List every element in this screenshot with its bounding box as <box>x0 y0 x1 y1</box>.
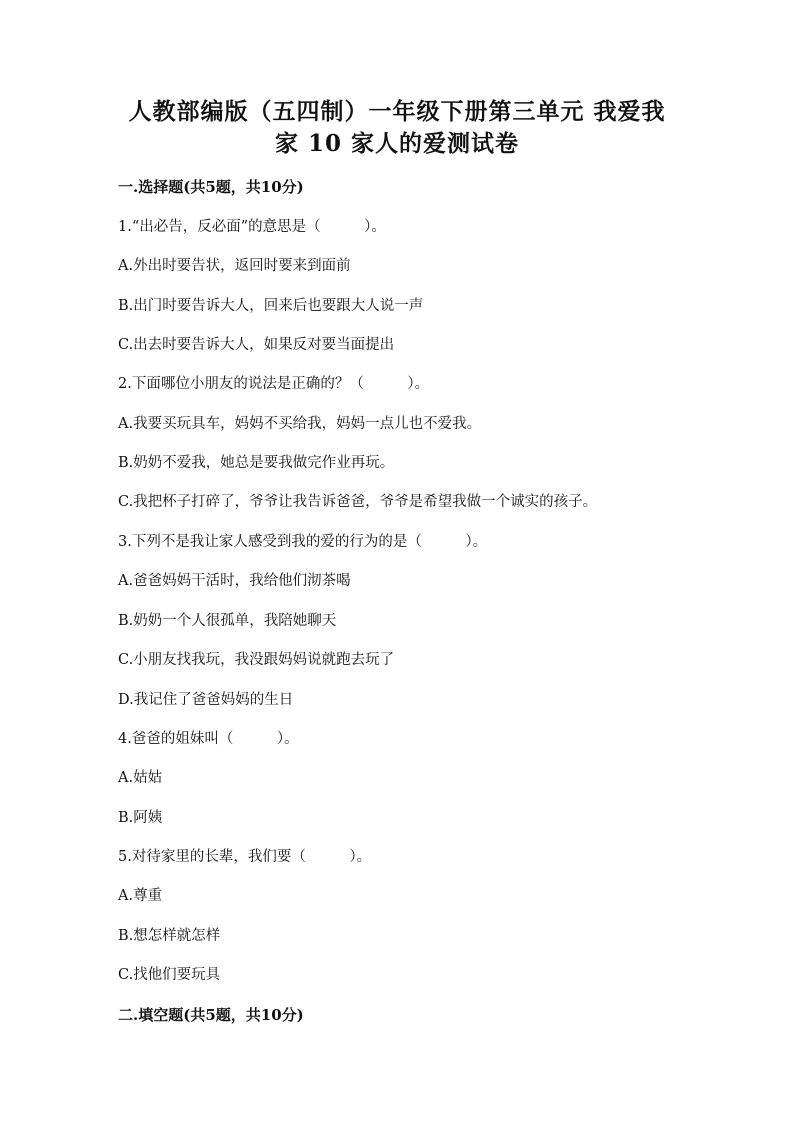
question-3-option-d: D.我记住了爸爸妈妈的生日 <box>118 692 294 708</box>
question-1-option-a: A.外出时要告状，返回时要来到面前 <box>118 258 351 274</box>
question-2-option-c: C.我把杯子打碎了，爷爷让我告诉爸爸，爷爷是希望我做一个诚实的孩子。 <box>118 494 598 510</box>
document-title-line-2: 家 10 家人的爱测试卷 <box>274 130 520 157</box>
question-4-option-b: B.阿姨 <box>118 810 163 826</box>
question-1-stem: 1.“出必告，反必面”的意思是（ ）。 <box>118 219 386 235</box>
question-3-option-c: C.小朋友找我玩，我没跟妈妈说就跑去玩了 <box>118 652 395 668</box>
question-5-stem: 5.对待家里的长辈，我们要（ ）。 <box>118 849 372 865</box>
section-heading-fill-in-blank: 二.填空题(共5题，共10分) <box>118 1006 304 1024</box>
question-1-option-b: B.出门时要告诉大人，回来后也要跟大人说一声 <box>118 298 424 314</box>
question-2-option-b: B.奶奶不爱我，她总是要我做完作业再玩。 <box>118 455 395 471</box>
question-5-option-b: B.想怎样就怎样 <box>118 928 221 944</box>
question-2-stem: 2.下面哪位小朋友的说法是正确的？（ ）。 <box>118 376 430 392</box>
question-4-option-a: A.姑姑 <box>118 770 163 786</box>
document-title-line-1: 人教部编版（五四制）一年级下册第三单元 我爱我 <box>128 98 666 125</box>
question-2-option-a: A.我要买玩具车，妈妈不买给我，妈妈一点儿也不爱我。 <box>118 416 482 432</box>
question-3-option-b: B.奶奶一个人很孤单，我陪她聊天 <box>118 613 337 629</box>
question-3-option-a: A.爸爸妈妈干活时，我给他们沏茶喝 <box>118 573 351 589</box>
question-4-stem: 4.爸爸的姐妹叫（ ）。 <box>118 731 299 747</box>
question-5-option-a: A.尊重 <box>118 888 163 904</box>
question-1-option-c: C.出去时要告诉大人，如果反对要当面提出 <box>118 337 395 353</box>
section-heading-multiple-choice: 一.选择题(共5题，共10分) <box>118 178 304 196</box>
question-3-stem: 3.下列不是我让家人感受到我的爱的行为的是（ ）。 <box>118 534 488 550</box>
question-5-option-c: C.找他们要玩具 <box>118 967 221 983</box>
